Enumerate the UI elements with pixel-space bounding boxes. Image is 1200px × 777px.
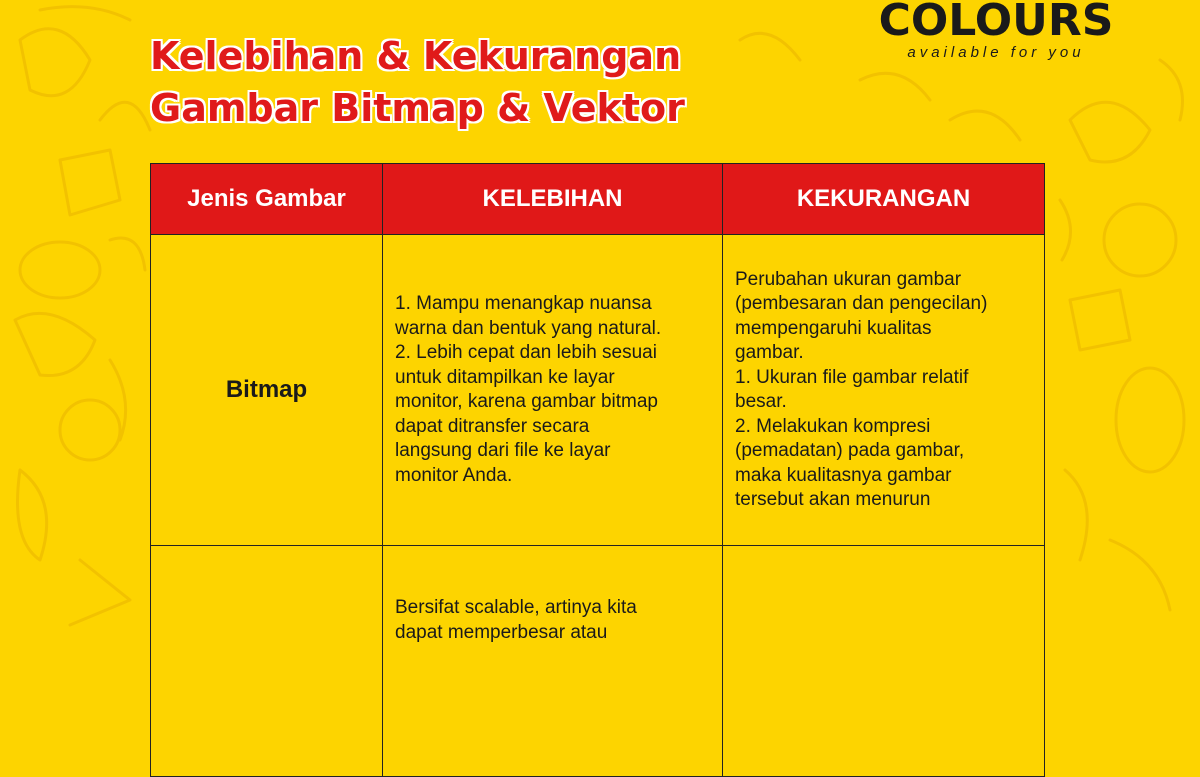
text-line: besar.	[735, 391, 787, 412]
text-line: untuk ditampilkan ke layar	[395, 366, 615, 388]
kekurangan-cell	[723, 235, 1045, 546]
text-line: 1. Ukuran file gambar relatif	[735, 366, 969, 388]
text-line: langsung dari file ke layar	[395, 440, 611, 461]
brand-logo	[876, 0, 1116, 61]
kelebihan-cell	[383, 546, 723, 777]
title-line-2: Gambar Bitmap & Vektor	[150, 86, 685, 130]
type-cell	[151, 546, 383, 777]
text-line: monitor, karena gambar bitmap	[395, 391, 658, 412]
text-line: Perubahan ukuran gambar	[735, 268, 962, 290]
header-jenis-gambar: Jenis Gambar	[151, 164, 383, 235]
kelebihan-cell	[383, 235, 723, 546]
text-line: dapat ditransfer secara	[395, 415, 590, 437]
text-line: gambar.	[735, 342, 804, 363]
table-row	[151, 546, 1045, 777]
comparison-table-container	[150, 163, 1045, 777]
text-line: 2. Melakukan kompresi	[735, 415, 931, 437]
title-line-1: Kelebihan & Kekurangan	[150, 34, 682, 78]
table-header-row	[151, 164, 1045, 235]
text-line: monitor Anda.	[395, 464, 513, 486]
text-line: (pemadatan) pada gambar,	[735, 440, 965, 461]
text-line: Bersifat scalable, artinya kita	[395, 597, 637, 618]
table-row	[151, 235, 1045, 546]
page-title	[150, 30, 685, 134]
brand-tagline: available for you	[907, 44, 1085, 61]
text-line: maka kualitasnya gambar	[735, 464, 952, 486]
text-line: mempengaruhi kualitas	[735, 317, 932, 339]
kekurangan-cell	[723, 546, 1045, 777]
text-line: warna dan bentuk yang natural.	[395, 317, 662, 339]
brand-name: COLOURS	[878, 0, 1114, 46]
header-kelebihan: KELEBIHAN	[383, 164, 723, 235]
text-line: 1. Mampu menangkap nuansa	[395, 293, 652, 314]
text-line: 2. Lebih cepat dan lebih sesuai	[395, 342, 657, 363]
text-line: (pembesaran dan pengecilan)	[735, 293, 988, 314]
type-cell: Bitmap	[151, 235, 383, 546]
comparison-table	[150, 163, 1045, 777]
text-line: dapat memperbesar atau	[395, 621, 608, 643]
text-line: tersebut akan menurun	[735, 489, 931, 510]
header-kekurangan: KEKURANGAN	[723, 164, 1045, 235]
